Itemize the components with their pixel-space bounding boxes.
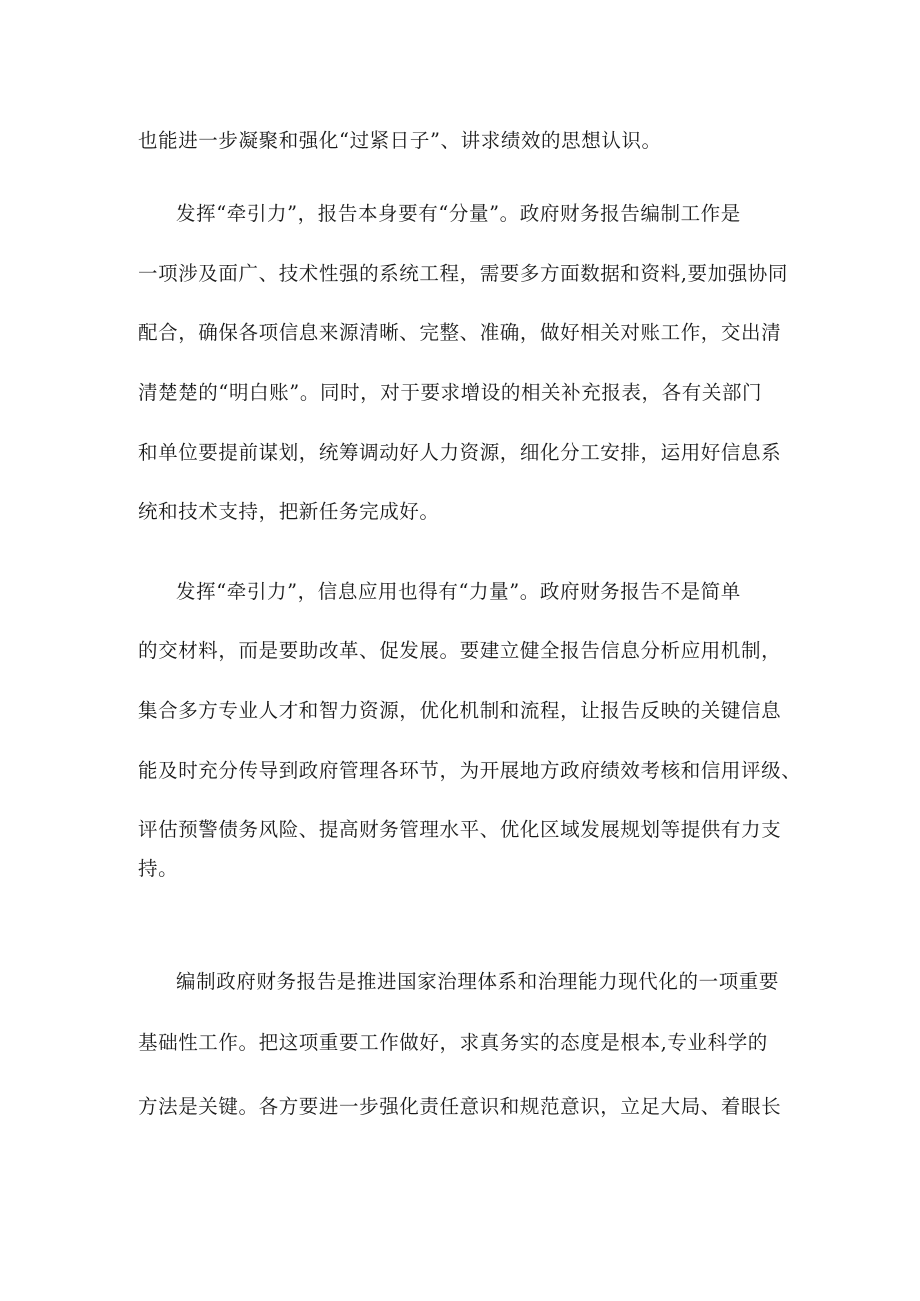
paragraph-line: 的交材料，而是要助改革、促发展。要建立健全报告信息分析应用机制，	[138, 639, 782, 662]
paragraph-line: 统和技术支持，把新任务完成好。	[138, 500, 440, 523]
paragraph-line: 也能进一步凝聚和强化“过紧日子”、讲求绩效的思想认识。	[138, 129, 662, 152]
paragraph-line: 发挥“牵引力”，报告本身要有“分量”。政府财务报告编制工作是	[176, 202, 741, 225]
paragraph-line: 能及时充分传导到政府管理各环节，为开展地方政府绩效考核和信用评级、	[138, 759, 802, 782]
paragraph-line: 一项涉及面广、技术性强的系统工程，需要多方面数据和资料,要加强协同	[138, 262, 788, 285]
paragraph-line: 配合，确保各项信息来源清晰、完整、准确，做好相关对账工作，交出清	[138, 321, 782, 344]
paragraph-line: 编制政府财务报告是推进国家治理体系和治理能力现代化的一项重要	[176, 970, 780, 993]
paragraph-line: 评估预警债务风险、提高财务管理水平、优化区域发展规划等提供有力支	[138, 818, 782, 841]
paragraph-line: 方法是关键。各方要进一步强化责任意识和规范意识，立足大局、着眼长	[138, 1095, 782, 1118]
paragraph-line: 和单位要提前谋划，统筹调动好人力资源，细化分工安排，运用好信息系	[138, 441, 782, 464]
paragraph-line: 基础性工作。把这项重要工作做好，求真务实的态度是根本,专业科学的	[138, 1031, 768, 1054]
paragraph-line: 持。	[138, 857, 179, 880]
paragraph-line: 集合多方专业人才和智力资源，优化机制和流程，让报告反映的关键信息	[138, 699, 782, 722]
paragraph-line: 发挥“牵引力”，信息应用也得有“力量”。政府财务报告不是简单	[176, 580, 741, 603]
paragraph-line: 清楚楚的“明白账”。同时，对于要求增设的相关补充报表，各有关部门	[138, 381, 763, 404]
